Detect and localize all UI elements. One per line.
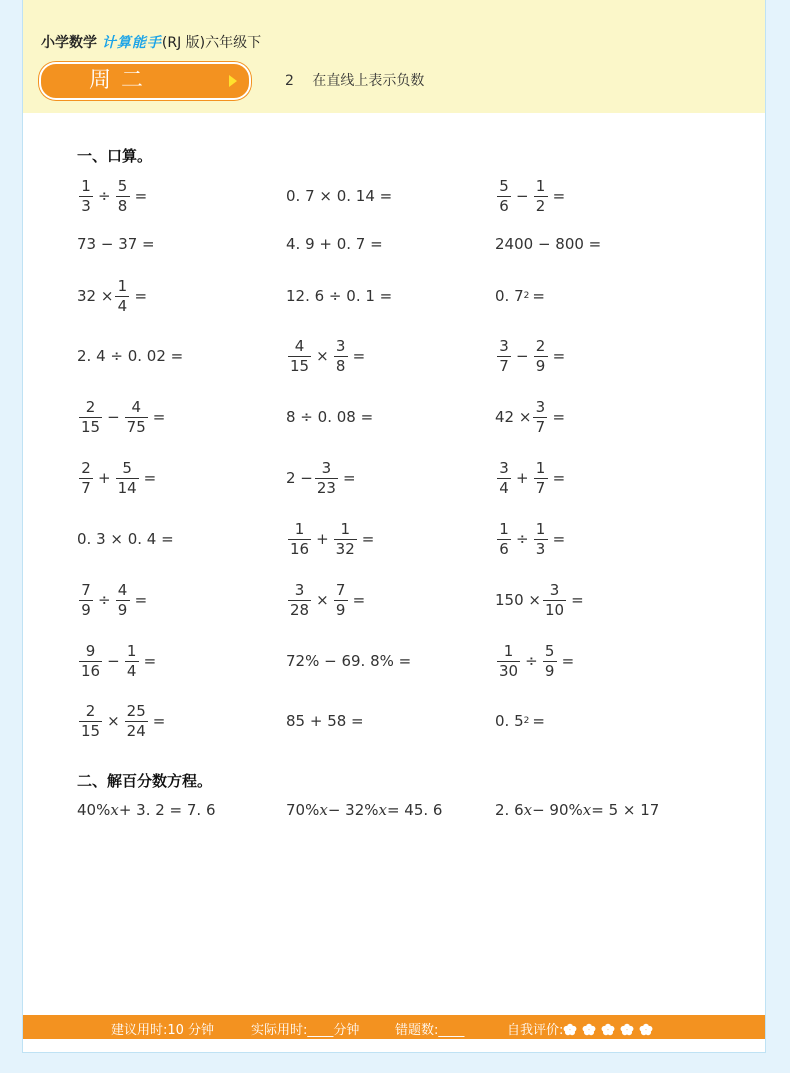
problem bbox=[495, 174, 568, 218]
flower-icon[interactable] bbox=[563, 1023, 577, 1036]
topic-number: 2 bbox=[285, 73, 294, 89]
series-suffix: (RJ 版)六年级下 bbox=[161, 35, 262, 51]
numerator: 2 bbox=[85, 397, 96, 416]
expression-text: + 3. 2 = 7. 6 bbox=[118, 801, 216, 819]
variable: x bbox=[523, 801, 533, 819]
problem bbox=[495, 334, 568, 378]
exponent: 2 bbox=[523, 716, 530, 726]
numerator: 2 bbox=[85, 701, 96, 720]
denominator: 6 bbox=[497, 196, 511, 214]
operator: × bbox=[316, 591, 329, 609]
expression-text: − 90% bbox=[532, 801, 583, 819]
numerator: 3 bbox=[321, 458, 332, 477]
section2-title: 二、解百分数方程。 bbox=[77, 772, 213, 790]
problem bbox=[286, 699, 364, 743]
expression-text: 2 − bbox=[286, 469, 313, 487]
fraction bbox=[116, 458, 139, 497]
problem bbox=[495, 222, 601, 266]
fraction bbox=[315, 458, 338, 497]
numerator: 4 bbox=[294, 336, 305, 355]
fraction bbox=[125, 397, 148, 436]
equation bbox=[77, 788, 216, 832]
numerator: 1 bbox=[126, 641, 137, 660]
denominator: 16 bbox=[81, 661, 101, 680]
series-highlight: 计算能手 bbox=[101, 35, 162, 51]
day-label: 周二 bbox=[88, 68, 153, 93]
operator: − bbox=[516, 347, 529, 365]
problem bbox=[77, 639, 159, 683]
topic-title: 在直线上表示负数 bbox=[312, 73, 425, 89]
denominator: 8 bbox=[334, 356, 348, 374]
variable: x bbox=[110, 801, 119, 819]
expression-text: 2. 4 ÷ 0. 02 = bbox=[77, 347, 184, 365]
expression-text: − 32% bbox=[327, 801, 379, 819]
numerator: 1 bbox=[117, 276, 128, 295]
problem bbox=[495, 395, 568, 439]
problem bbox=[286, 395, 373, 439]
problem bbox=[77, 395, 168, 439]
numerator: 1 bbox=[81, 176, 91, 195]
denominator: 7 bbox=[497, 356, 511, 374]
expression-text: 73 − 37 = bbox=[77, 235, 155, 253]
problem bbox=[495, 456, 568, 500]
operator: = bbox=[552, 469, 566, 487]
fraction bbox=[116, 176, 130, 215]
page-header bbox=[23, 0, 765, 113]
problem bbox=[286, 274, 392, 318]
denominator: 9 bbox=[116, 600, 130, 618]
expression-text: 12. 6 ÷ 0. 1 = bbox=[286, 287, 393, 305]
fraction bbox=[497, 458, 511, 497]
problem bbox=[77, 274, 150, 318]
fraction bbox=[533, 397, 547, 436]
fraction bbox=[79, 580, 93, 619]
denominator: 9 bbox=[334, 600, 348, 618]
fraction bbox=[116, 580, 130, 619]
expression-text: 0. 5 bbox=[495, 712, 524, 730]
operator: ÷ bbox=[525, 652, 538, 670]
expression-text: 0. 7 bbox=[495, 287, 524, 305]
problem bbox=[77, 222, 155, 266]
operator: + bbox=[98, 469, 111, 487]
denominator: 16 bbox=[290, 539, 310, 558]
fraction bbox=[543, 580, 566, 619]
denominator: 7 bbox=[79, 478, 93, 496]
denominator: 9 bbox=[534, 356, 548, 374]
denominator: 23 bbox=[316, 478, 336, 497]
problem bbox=[286, 174, 392, 218]
denominator: 3 bbox=[79, 196, 93, 214]
numerator: 5 bbox=[544, 641, 555, 660]
expression-text: 150 × bbox=[495, 591, 541, 609]
denominator: 7 bbox=[534, 478, 548, 496]
operator: + bbox=[516, 469, 529, 487]
operator: × bbox=[107, 712, 120, 730]
numerator: 1 bbox=[294, 519, 305, 538]
fraction bbox=[79, 458, 93, 497]
series-title bbox=[41, 32, 261, 52]
fraction bbox=[125, 641, 139, 680]
fraction bbox=[534, 176, 548, 215]
series-prefix: 小学数学 bbox=[41, 35, 97, 51]
fraction bbox=[334, 519, 357, 558]
operator: = bbox=[361, 530, 375, 548]
denominator: 2 bbox=[534, 196, 548, 214]
exponent: 2 bbox=[523, 291, 530, 301]
problem bbox=[77, 174, 150, 218]
fraction bbox=[534, 458, 548, 497]
denominator: 28 bbox=[290, 600, 310, 619]
operator: − bbox=[107, 408, 120, 426]
problem bbox=[286, 222, 383, 266]
problem bbox=[286, 639, 411, 683]
problem bbox=[286, 578, 368, 622]
operator: − bbox=[107, 652, 120, 670]
problem bbox=[286, 456, 359, 500]
numerator: 1 bbox=[340, 519, 350, 538]
operator: = bbox=[571, 591, 584, 609]
denominator: 75 bbox=[126, 417, 146, 436]
numerator: 1 bbox=[535, 458, 546, 477]
fraction bbox=[115, 276, 129, 315]
operator: = bbox=[152, 408, 166, 426]
denominator: 8 bbox=[116, 196, 130, 214]
operator: = bbox=[552, 408, 566, 426]
flower-icon[interactable] bbox=[601, 1023, 615, 1036]
fraction bbox=[288, 580, 311, 619]
operator: + bbox=[316, 530, 329, 548]
denominator: 4 bbox=[115, 296, 129, 314]
problem bbox=[495, 699, 548, 743]
numerator: 7 bbox=[81, 580, 91, 599]
operator: = bbox=[134, 591, 148, 609]
numerator: 4 bbox=[131, 397, 141, 416]
expression-text: = 5 × 17 bbox=[591, 801, 660, 819]
flower-icon[interactable] bbox=[582, 1023, 596, 1036]
denominator: 3 bbox=[534, 539, 548, 557]
expression-text: 2400 − 800 = bbox=[495, 235, 602, 253]
operator: = bbox=[352, 347, 366, 365]
denominator: 9 bbox=[79, 600, 93, 618]
denominator: 15 bbox=[290, 356, 310, 375]
triangle-arrow-icon bbox=[229, 75, 237, 87]
problem bbox=[286, 517, 377, 561]
fraction bbox=[288, 519, 311, 558]
fraction bbox=[125, 701, 148, 740]
operator: = bbox=[532, 712, 545, 730]
denominator: 6 bbox=[497, 539, 511, 557]
operator: ÷ bbox=[516, 530, 529, 548]
problem bbox=[495, 639, 577, 683]
flower-icon[interactable] bbox=[620, 1023, 634, 1036]
variable: x bbox=[319, 801, 328, 819]
day-tab bbox=[39, 62, 251, 100]
fraction bbox=[497, 176, 511, 215]
denominator: 30 bbox=[499, 661, 519, 680]
numerator: 2 bbox=[81, 458, 91, 477]
expression-text: 8 ÷ 0. 08 = bbox=[286, 408, 374, 426]
operator: = bbox=[561, 652, 575, 670]
expression-text: 4. 9 + 0. 7 = bbox=[286, 235, 383, 253]
operator: = bbox=[552, 347, 566, 365]
operator: − bbox=[516, 187, 529, 205]
actual-time: 实际用时:____分钟 bbox=[251, 1023, 360, 1038]
problem bbox=[495, 517, 568, 561]
fraction bbox=[543, 641, 557, 680]
numerator: 3 bbox=[499, 458, 509, 477]
problem bbox=[495, 578, 587, 622]
operator: = bbox=[143, 469, 157, 487]
numerator: 1 bbox=[535, 519, 546, 538]
footer-bar bbox=[23, 1015, 765, 1039]
denominator: 9 bbox=[543, 661, 557, 679]
denominator: 7 bbox=[533, 417, 547, 435]
denominator: 4 bbox=[125, 661, 139, 679]
operator: = bbox=[134, 187, 148, 205]
expression-text: 42 × bbox=[495, 408, 532, 426]
section1-title: 一、口算。 bbox=[77, 147, 153, 165]
expression-text: 0. 7 × 0. 14 = bbox=[286, 187, 393, 205]
error-count: 错题数:____ bbox=[395, 1023, 465, 1038]
numerator: 25 bbox=[126, 701, 146, 720]
fraction bbox=[497, 519, 511, 558]
numerator: 3 bbox=[499, 336, 509, 355]
fraction bbox=[79, 701, 102, 740]
worksheet-page bbox=[22, 0, 766, 1053]
self-eval-label: 自我评价: bbox=[507, 1023, 564, 1038]
operator: ÷ bbox=[98, 591, 111, 609]
operator: = bbox=[552, 187, 566, 205]
problem bbox=[286, 334, 368, 378]
numerator: 1 bbox=[503, 641, 514, 660]
numerator: 3 bbox=[535, 397, 546, 416]
numerator: 2 bbox=[535, 336, 546, 355]
operator: = bbox=[532, 287, 545, 305]
expression-text: 85 + 58 = bbox=[286, 712, 364, 730]
expression-text: = 45. 6 bbox=[386, 801, 443, 819]
denominator: 4 bbox=[497, 478, 511, 496]
problem bbox=[77, 699, 168, 743]
problem bbox=[495, 274, 548, 318]
numerator: 7 bbox=[335, 580, 346, 599]
fraction bbox=[534, 336, 548, 375]
topic-heading bbox=[285, 70, 424, 90]
fraction bbox=[334, 336, 348, 375]
numerator: 3 bbox=[335, 336, 346, 355]
fraction bbox=[497, 641, 520, 680]
variable: x bbox=[582, 801, 592, 819]
denominator: 10 bbox=[544, 600, 565, 619]
denominator: 24 bbox=[126, 721, 146, 740]
operator: = bbox=[552, 530, 566, 548]
numerator: 5 bbox=[122, 458, 132, 477]
expression-text: 32 × bbox=[77, 287, 114, 305]
fraction bbox=[334, 580, 348, 619]
expression-text: 2. 6 bbox=[495, 801, 524, 819]
fraction bbox=[534, 519, 548, 558]
expression-text: 40% bbox=[77, 801, 111, 819]
expression-text: 0. 3 × 0. 4 = bbox=[77, 530, 174, 548]
operator: ÷ bbox=[98, 187, 111, 205]
problem bbox=[77, 334, 183, 378]
numerator: 3 bbox=[294, 580, 305, 599]
numerator: 3 bbox=[549, 580, 560, 599]
variable: x bbox=[378, 801, 387, 819]
fraction bbox=[79, 641, 102, 680]
numerator: 1 bbox=[535, 176, 546, 195]
fraction bbox=[288, 336, 311, 375]
denominator: 14 bbox=[117, 478, 137, 497]
denominator: 32 bbox=[335, 539, 355, 558]
problem bbox=[77, 456, 159, 500]
operator: × bbox=[316, 347, 329, 365]
operator: = bbox=[352, 591, 366, 609]
rating-stars[interactable] bbox=[563, 1023, 658, 1038]
problem bbox=[77, 578, 150, 622]
numerator: 4 bbox=[117, 580, 128, 599]
expression-text: 70% bbox=[286, 801, 320, 819]
numerator: 5 bbox=[499, 176, 509, 195]
operator: = bbox=[134, 287, 148, 305]
numerator: 9 bbox=[85, 641, 96, 660]
expression-text: 72% − 69. 8% = bbox=[286, 652, 412, 670]
operator: = bbox=[342, 469, 356, 487]
numerator: 5 bbox=[117, 176, 128, 195]
operator: = bbox=[152, 712, 166, 730]
flower-icon[interactable] bbox=[639, 1023, 653, 1036]
suggested-time: 建议用时:10 分钟 bbox=[111, 1023, 215, 1038]
equation bbox=[495, 788, 659, 832]
denominator: 15 bbox=[81, 721, 101, 740]
numerator: 1 bbox=[499, 519, 509, 538]
fraction bbox=[497, 336, 511, 375]
problem bbox=[77, 517, 174, 561]
self-evaluation bbox=[507, 1019, 658, 1038]
equation bbox=[286, 788, 442, 832]
operator: = bbox=[143, 652, 157, 670]
denominator: 15 bbox=[81, 417, 101, 436]
fraction bbox=[79, 176, 93, 215]
fraction bbox=[79, 397, 102, 436]
